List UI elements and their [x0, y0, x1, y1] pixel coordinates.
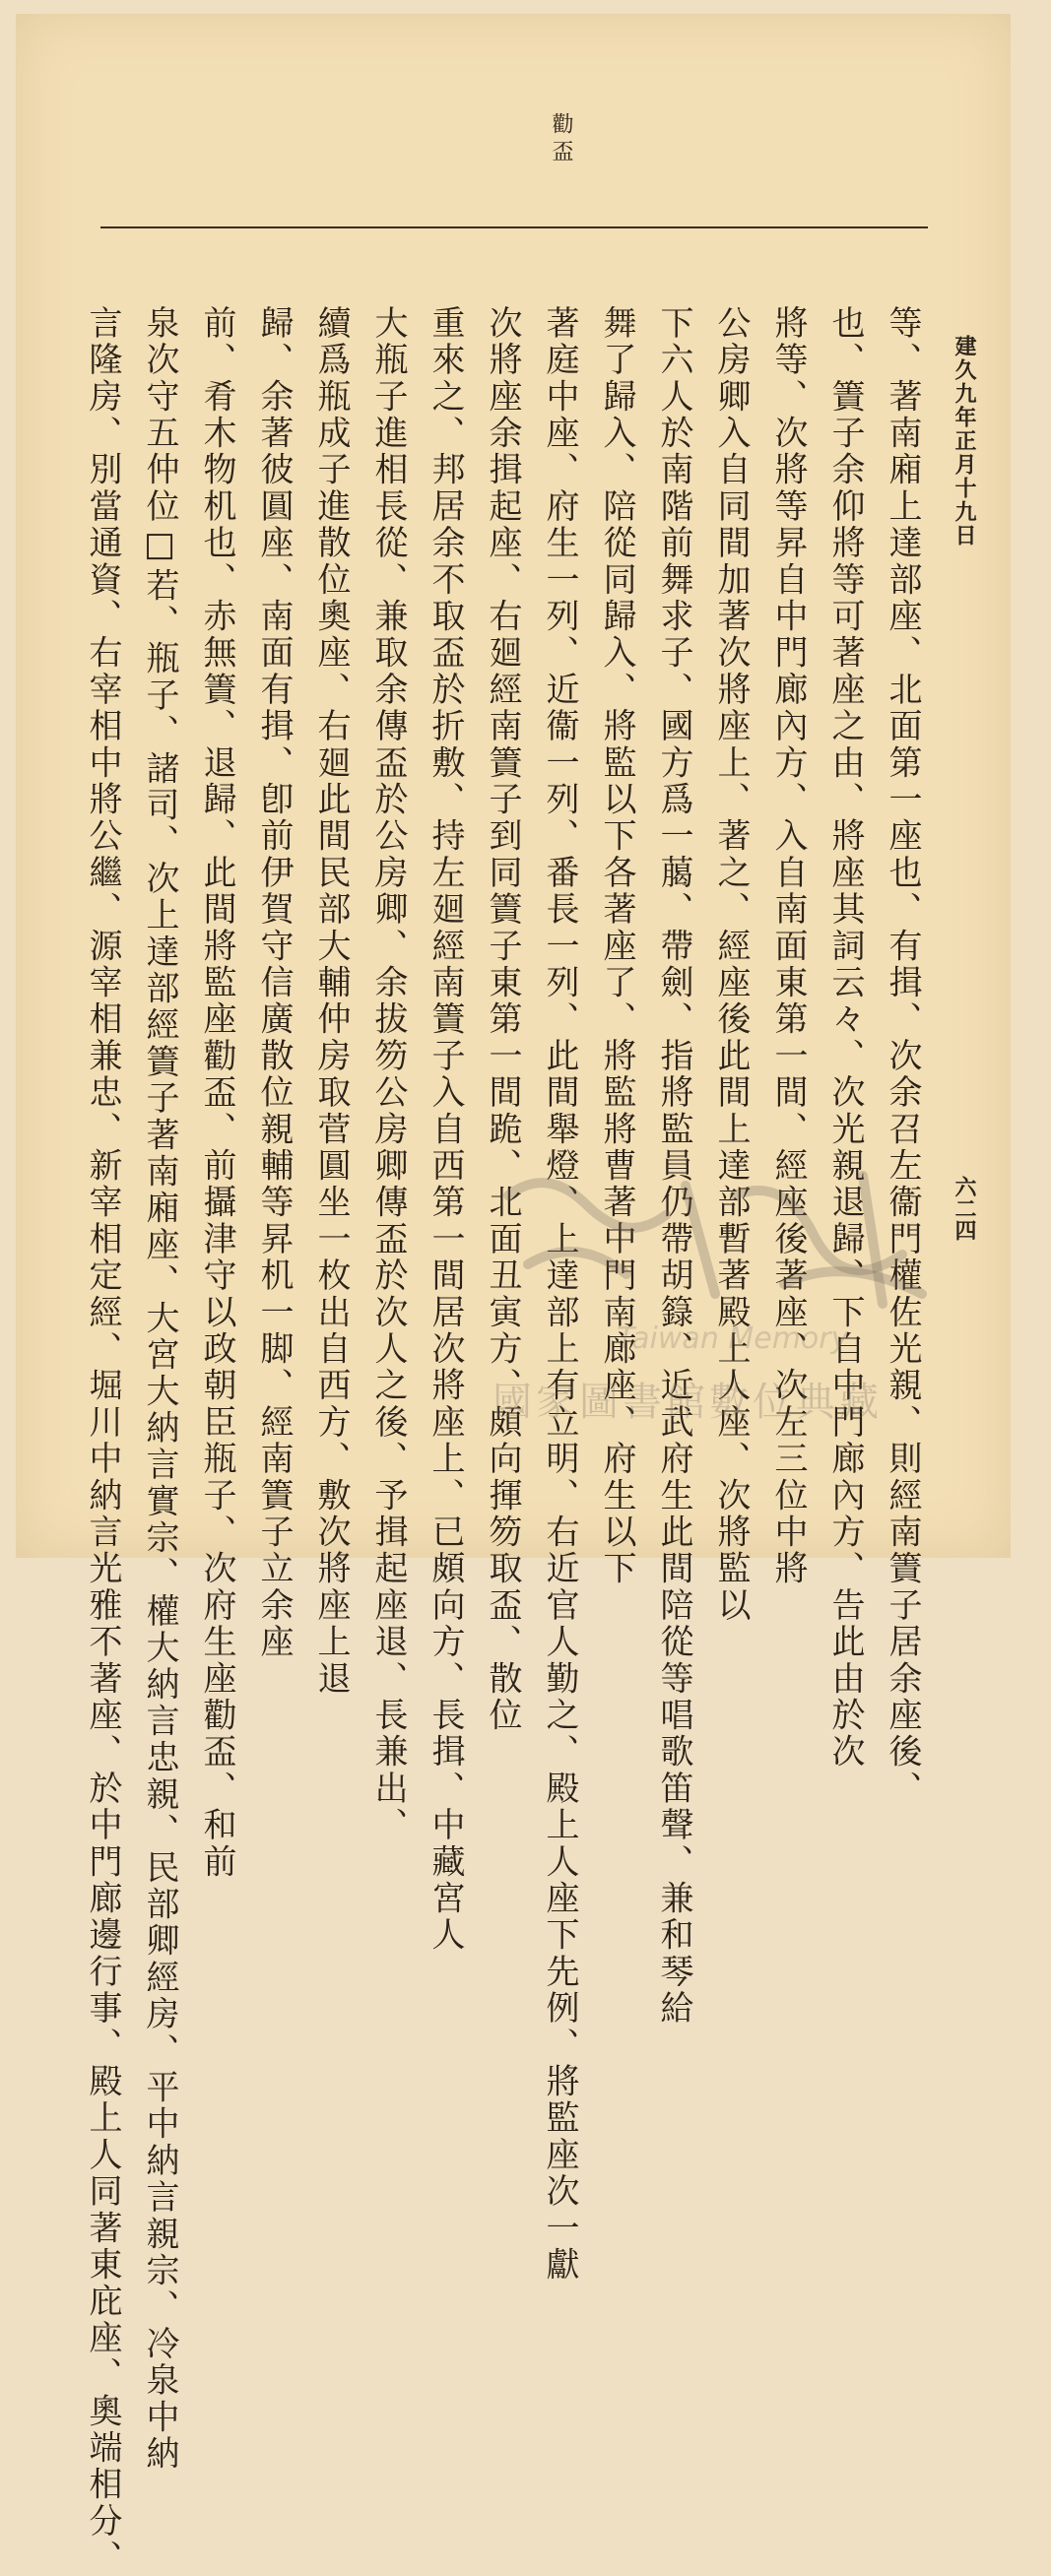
watermark-english: Taiwan Memory [617, 1321, 849, 1356]
text-column: 次將座余揖起座、右廻經南簀子到同簀子東第一間跪、北面丑寅方、頗向揮笏取盃、散位 [483, 305, 522, 1734]
text-column: 重來之、邦居余不取盃於折敷、持左廻經南簀子入自西第一間居次將座上、已頗向方、長揖、中藏宮人 [426, 305, 465, 1954]
page-number: 六二四 [952, 1176, 977, 1241]
text-column: 歸、余著彼圓座、南面有揖、卽前伊賀守信廣散位親輔等昇机一脚、經南簀子立余座 [254, 305, 294, 1661]
date-heading: 建久九年正月十九日 [952, 335, 977, 547]
text-column: 公房卿入自同間加著次將座上、著之、經座後此間上達部暫著殿上人座、次將監以 [711, 305, 751, 1625]
text-column: 大瓶子進相長從、兼取余傳盃於公房卿、余拔笏公房卿傳盃於次人之後、予揖起座退、長兼出、 [368, 305, 408, 1844]
page-header-title: 勸盃 [549, 112, 573, 167]
book-page [16, 14, 1011, 2576]
text-column: 言隆房、別當通資、右宰相中將公繼、源宰相兼忠、新宰相定經、堀川中納言光雅不著座、於中門廊邊行事、殿上人同著東庇座、奧端相分、 [83, 305, 122, 2576]
header-rule [100, 226, 928, 228]
watermark-text: 國家圖書館數位典藏 [493, 1380, 883, 1425]
text-column: 也、簀子余仰將等可著座之由、將座其詞云々、次光親退歸、下自中門廊內方、告此由於次 [825, 305, 865, 1771]
text-column: 前、肴木物机也、赤無簀、退歸、此間將監座勸盃、前攝津守以政朝臣瓶子、次府生座勸盃、和前 [197, 305, 236, 1881]
text-column: 等、著南廂上達部座、北面第一座也、有揖、次余召左衞門權佐光親、則經南簀子居余座後、 [883, 305, 922, 1808]
text-column: 續爲瓶成子進散位奧座、右廻此間民部大輔仲房取菅圓坐一枚出自西方、敷次將座上退 [311, 305, 351, 1698]
watermark-logo-icon [489, 1156, 952, 1323]
text-column: 泉次守五仲位□若、瓶子、諸司、次上達部經簀子著南廂座、大宮大納言實宗、權大納言忠親、民部卿經房、平中納言親宗、冷泉中納 [140, 305, 179, 2473]
text-column: 舞了歸入、陪從同歸入、將監以下各著座了、將監將曹著中門南廊座、府生以下 [597, 305, 636, 1587]
text-column: 將等、次將等昇自中門廊內方、入自南面東第一間、經座後著座、次左三位中將 [768, 305, 808, 1587]
text-column: 下六人於南階前舞求子、國方爲一﨟、帶劍、指將監員仍帶胡籙、近武府生此間陪從等唱歌笛聲、兼和琴給 [654, 305, 693, 2028]
text-column: 著庭中座、府生一列、近衞一列、番長一列、此間舉燈、上達部上有立明、右近官人勤之、殿上人座下先例、將監座次一獻 [540, 305, 579, 2284]
